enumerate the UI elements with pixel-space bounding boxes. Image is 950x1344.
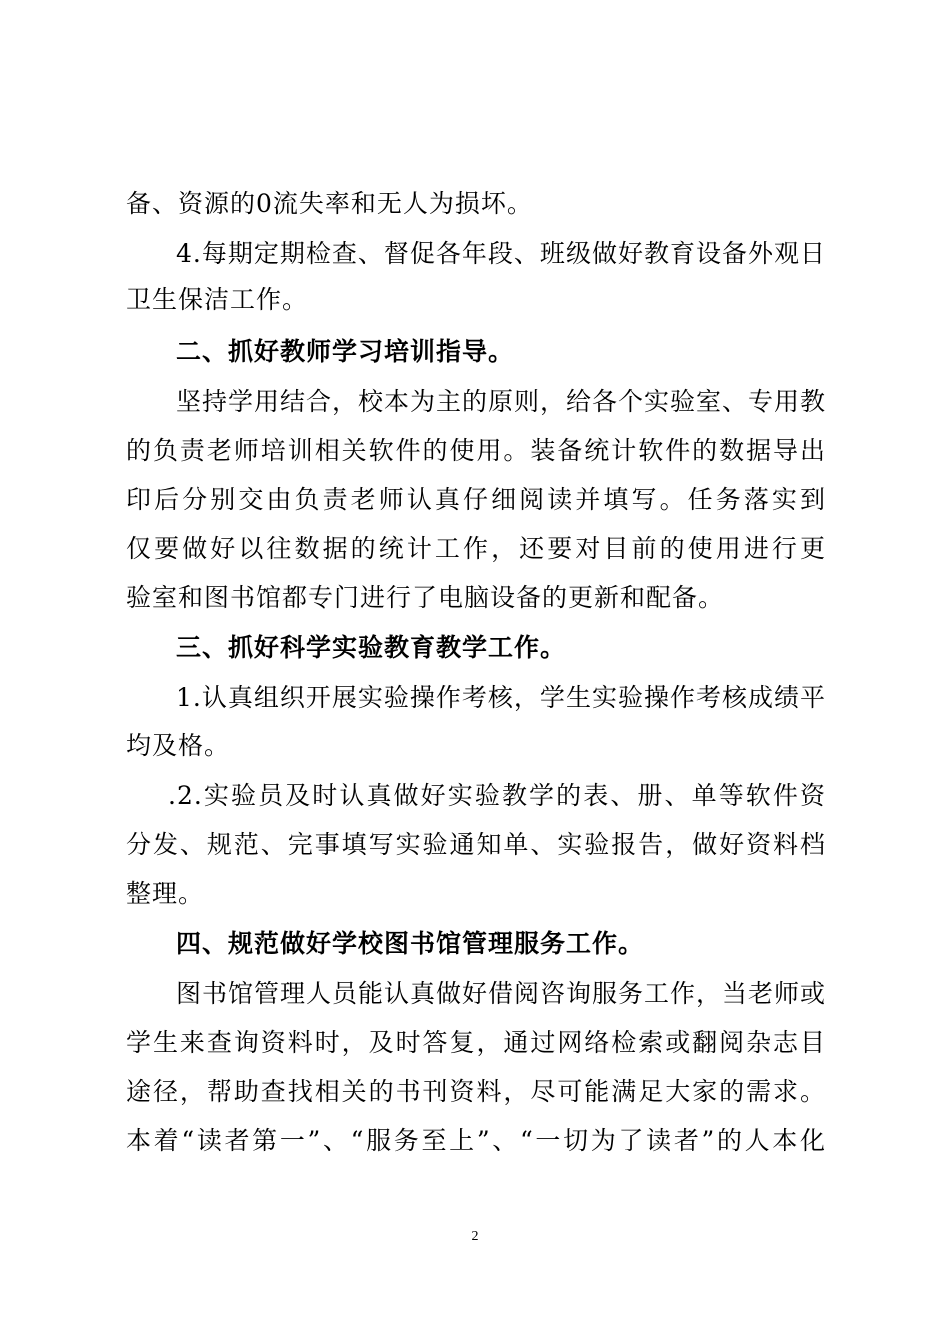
list-item-text: 4.每期定期检查、督促各年段、班级做好教育设备外观日 <box>176 239 826 268</box>
paragraph-line: 本着“读者第一”、“服务至上”、“一切为了读者”的人本化 <box>126 1126 826 1155</box>
section-heading: 二、抓好教师学习培训指导。 <box>176 337 515 366</box>
paragraph-line: 图书馆管理人员能认真做好借阅咨询服务工作，当老师或 <box>176 979 826 1008</box>
list-item-text: 1.认真组织开展实验操作考核，学生实验操作考核成绩平 <box>176 683 826 712</box>
paragraph-line: 印后分别交由负责老师认真仔细阅读并填写。任务落实到 <box>126 485 826 514</box>
section-heading: 三、抓好科学实验教育教学工作。 <box>176 633 567 662</box>
paragraph-line: 验室和图书馆都专门进行了电脑设备的更新和配备。 <box>126 583 725 612</box>
paragraph-line: 仅要做好以往数据的统计工作，还要对目前的使用进行更 <box>126 534 826 563</box>
paragraph-line: 分发、规范、完事填写实验通知单、实验报告，做好资料档 <box>126 830 826 859</box>
list-item-text: .2.实验员及时认真做好实验教学的表、册、单等软件资 <box>168 781 826 810</box>
section-heading: 四、规范做好学校图书馆管理服务工作。 <box>176 929 645 958</box>
text-line: 备、资源的0流失率和无人为损坏。 <box>126 189 533 218</box>
paragraph-line: 的负责老师培训相关软件的使用。装备统计软件的数据导出 <box>126 436 826 465</box>
paragraph-line: 途径，帮助查找相关的书刊资料，尽可能满足大家的需求。 <box>126 1077 826 1106</box>
paragraph-line: 整理。 <box>126 879 205 908</box>
paragraph-line: 学生来查询资料时，及时答复，通过网络检索或翻阅杂志目 <box>126 1028 826 1057</box>
text-line: 均及格。 <box>126 731 231 760</box>
page-number: 2 <box>471 1229 479 1244</box>
paragraph-line: 坚持学用结合，校本为主的原则，给各个实验室、专用教 <box>176 387 826 416</box>
text-line: 卫生保洁工作。 <box>126 285 309 314</box>
